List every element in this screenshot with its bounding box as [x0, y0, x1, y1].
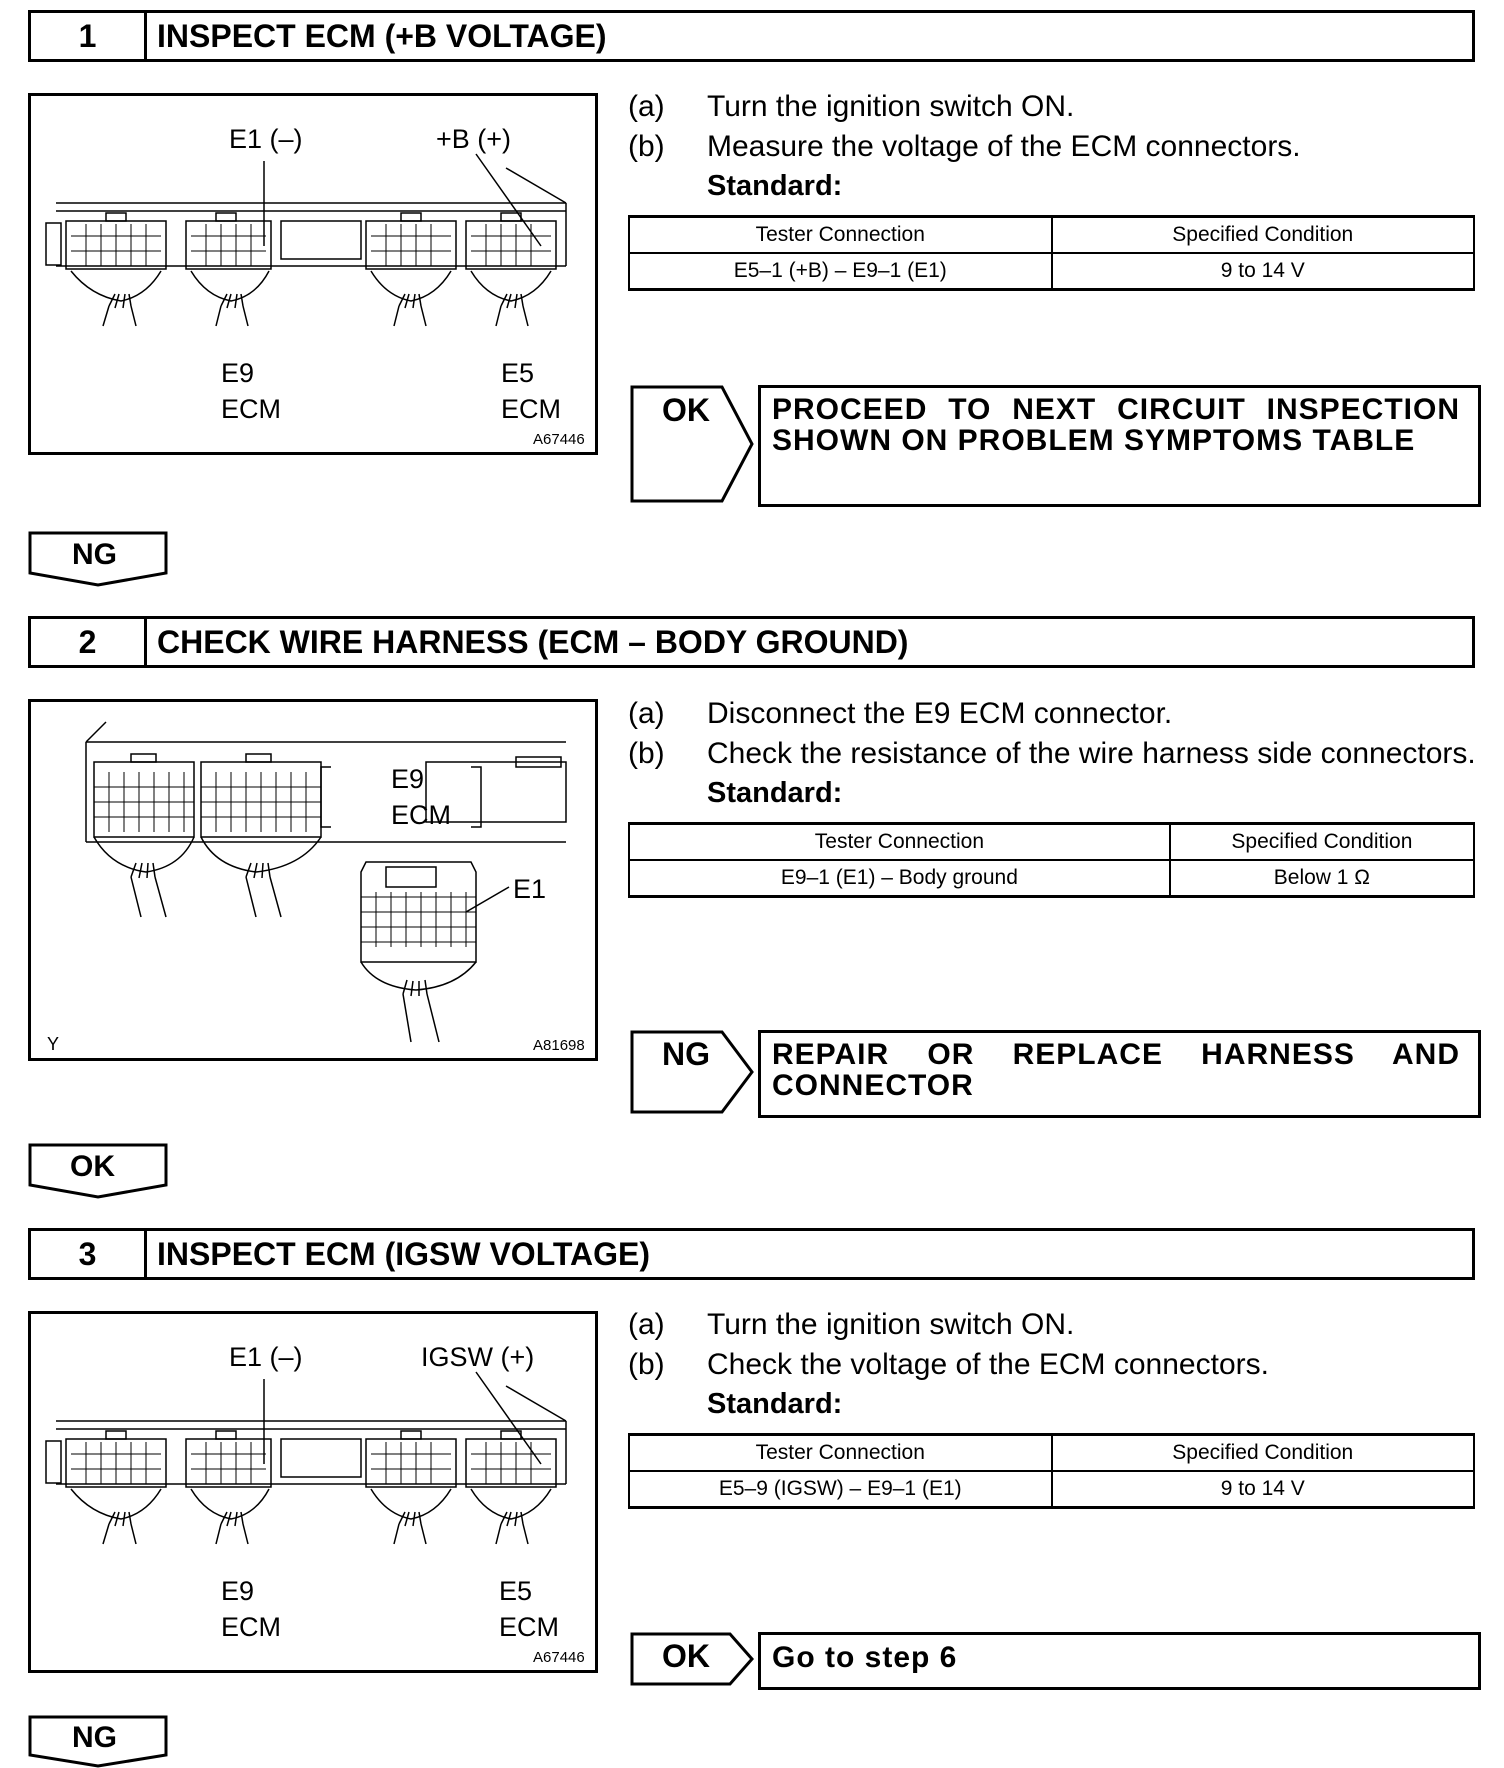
- instruction-letter: (a): [628, 697, 665, 730]
- instruction-text: Measure the voltage of the ECM connectors.: [707, 130, 1301, 163]
- ok-tab-label: OK: [70, 1150, 115, 1183]
- step-title: INSPECT ECM (IGSW VOLTAGE): [157, 1235, 651, 1272]
- label-plus-b: +B (+): [436, 124, 512, 154]
- figure-id: A81698: [533, 1037, 585, 1054]
- result-label: OK: [662, 1638, 710, 1674]
- ng-tab-label: NG: [72, 1721, 117, 1754]
- table-cell: 9 to 14 V: [1052, 253, 1475, 290]
- label-e1-minus: E1 (–): [229, 124, 303, 154]
- table-cell: 9 to 14 V: [1052, 1471, 1475, 1508]
- table-header: Tester Connection: [629, 824, 1170, 861]
- step-title: INSPECT ECM (+B VOLTAGE): [157, 17, 607, 54]
- table-header: Specified Condition: [1052, 217, 1475, 254]
- table-cell: E5–9 (IGSW) – E9–1 (E1): [629, 1471, 1052, 1508]
- label-e5-ecm: ECM: [499, 1612, 559, 1642]
- ng-tab-label: NG: [72, 538, 117, 571]
- instruction-text: Turn the ignition switch ON.: [707, 90, 1075, 123]
- figure-id: A67446: [533, 431, 585, 448]
- step-1-header: [28, 10, 1475, 62]
- label-e9: E9: [221, 1576, 255, 1606]
- table-header: Tester Connection: [629, 217, 1052, 254]
- step-number: 3: [31, 1231, 147, 1277]
- instruction-text: Turn the ignition switch ON.: [707, 1308, 1075, 1341]
- label-e5-ecm: ECM: [501, 394, 561, 424]
- result-text: REPAIR OR REPLACE HARNESS AND CONNECTOR: [772, 1038, 1460, 1102]
- result-label: OK: [662, 392, 710, 428]
- instruction-letter: (b): [628, 130, 665, 163]
- table-row: [629, 253, 1474, 290]
- step-3-figure: [28, 1311, 598, 1673]
- step-number: 2: [31, 619, 147, 665]
- step-title: CHECK WIRE HARNESS (ECM – BODY GROUND): [157, 623, 909, 660]
- table-cell: E5–1 (+B) – E9–1 (E1): [629, 253, 1052, 290]
- step-number: 1: [31, 13, 147, 59]
- table-row: [629, 860, 1474, 897]
- instruction-letter: (a): [628, 90, 665, 123]
- instruction-letter: (b): [628, 1348, 665, 1381]
- instruction-text: Check the resistance of the wire harness side connectors.: [707, 737, 1476, 770]
- figure-corner-letter: Y: [47, 1034, 60, 1054]
- standard-label: Standard:: [707, 1388, 843, 1420]
- table-header: Specified Condition: [1052, 1435, 1475, 1472]
- table-cell: Below 1 Ω: [1170, 860, 1474, 897]
- harness-connector-illustration: [31, 702, 595, 1058]
- label-e9-ecm: ECM: [221, 394, 281, 424]
- standard-label: Standard:: [707, 170, 843, 202]
- table-cell: E9–1 (E1) – Body ground: [629, 860, 1170, 897]
- figure-id: A67446: [533, 1649, 585, 1666]
- label-e1-minus: E1 (–): [229, 1342, 303, 1372]
- label-e5: E5: [501, 358, 535, 388]
- instruction-text: Check the voltage of the ECM connectors.: [707, 1348, 1269, 1381]
- step-2-figure: [28, 699, 598, 1061]
- spec-table: [628, 1433, 1475, 1509]
- standard-label: Standard:: [707, 777, 843, 809]
- instruction-text: Disconnect the E9 ECM connector.: [707, 697, 1173, 730]
- step-1-figure: [28, 93, 598, 455]
- instruction-letter: (b): [628, 737, 665, 770]
- label-e9: E9: [221, 358, 255, 388]
- spec-table: [628, 822, 1475, 898]
- table-header: Tester Connection: [629, 1435, 1052, 1472]
- table-row: [629, 1471, 1474, 1508]
- label-e9: E9: [391, 764, 425, 794]
- step-2-header: [28, 616, 1475, 668]
- label-e9-ecm: ECM: [221, 1612, 281, 1642]
- result-label: NG: [662, 1036, 710, 1072]
- label-igsw: IGSW (+): [421, 1342, 535, 1372]
- label-ecm: ECM: [391, 800, 451, 830]
- step-3-header: [28, 1228, 1475, 1280]
- label-e1: E1: [513, 874, 547, 904]
- label-e5: E5: [499, 1576, 533, 1606]
- result-text: PROCEED TO NEXT CIRCUIT INSPECTION SHOWN ON PROBLEM SYMPTOMS TABLE: [772, 393, 1460, 457]
- table-header: Specified Condition: [1170, 824, 1474, 861]
- spec-table: [628, 215, 1475, 291]
- result-text: Go to step 6: [772, 1641, 958, 1674]
- instruction-letter: (a): [628, 1308, 665, 1341]
